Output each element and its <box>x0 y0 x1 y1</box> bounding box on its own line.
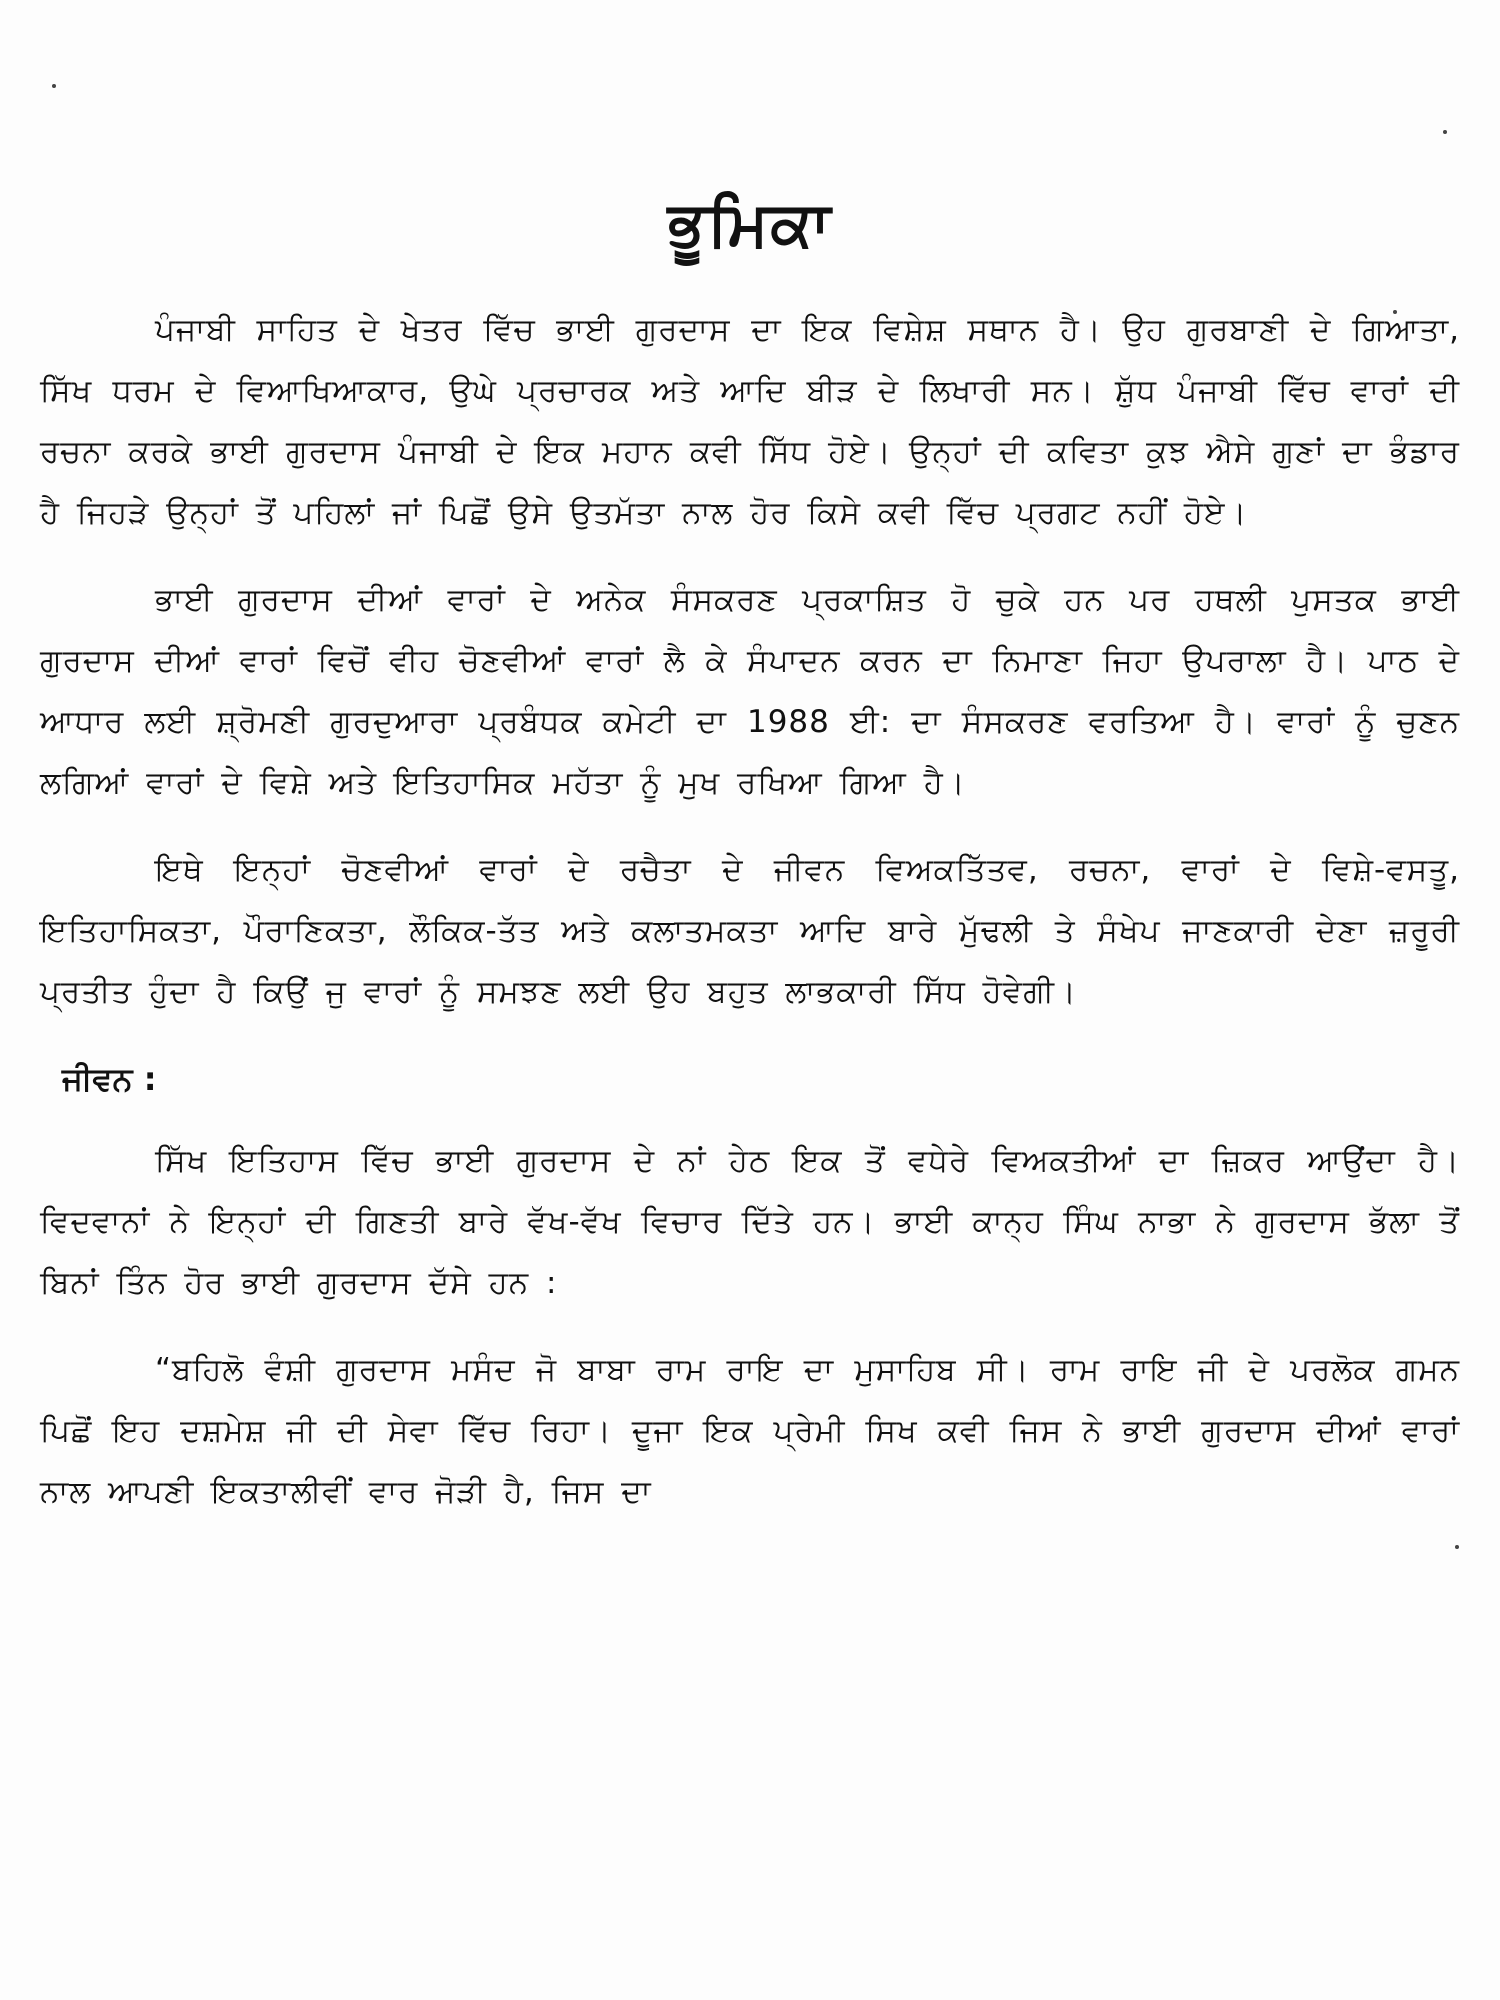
paragraph-intro: ਪੰਜਾਬੀ ਸਾਹਿਤ ਦੇ ਖੇਤਰ ਵਿੱਚ ਭਾਈ ਗੁਰਦਾਸ ਦਾ ਇਕ ਵਿਸ਼ੇਸ਼ ਸਥਾਨ ਹੈ। ਉਹ ਗੁਰਬਾਣੀ ਦੇ ਗਿਆਤਾ, ਸਿੱਖ ਧਰਮ ਦੇ ਵਿਆਖਿਆਕਾਰ, ਉਘੇ ਪ੍ਰਚਾਰਕ ਅਤੇ ਆਦਿ ਬੀੜ ਦੇ ਲਿਖਾਰੀ ਸਨ। ਸ਼ੁੱਧ ਪੰਜਾਬੀ ਵਿੱਚ ਵਾਰਾਂ ਦੀ ਰਚਨਾ ਕਰਕੇ ਭਾਈ ਗੁਰਦਾਸ ਪੰਜਾਬੀ ਦੇ ਇਕ ਮਹਾਨ ਕਵੀ ਸਿੱਧ ਹੋਏ। ਉਨ੍ਹਾਂ ਦੀ ਕਵਿਤਾ ਕੁਝ ਐਸੇ ਗੁਣਾਂ ਦਾ ਭੰਡਾਰ ਹੈ ਜਿਹੜੇ ਉਨ੍ਹਾਂ ਤੋਂ ਪਹਿਲਾਂ ਜਾਂ ਪਿਛੋਂ ਉਸੇ ਉਤਮੱਤਾ ਨਾਲ ਹੋਰ ਕਿਸੇ ਕਵੀ ਵਿੱਚ ਪ੍ਰਗਟ ਨਹੀਂ ਹੋਏ। <box>40 312 1460 531</box>
scan-speck <box>1443 130 1447 134</box>
paragraph-scope: ਇਥੇ ਇਨ੍ਹਾਂ ਚੋਣਵੀਆਂ ਵਾਰਾਂ ਦੇ ਰਚੈਤਾ ਦੇ ਜੀਵਨ ਵਿਅਕਤਿੱਤਵ, ਰਚਨਾ, ਵਾਰਾਂ ਦੇ ਵਿਸ਼ੇ-ਵਸਤੂ, ਇਤਿਹਾਸਿਕਤਾ, ਪੌਰਾਣਿਕਤਾ, ਲੌਕਿਕ-ਤੱਤ ਅਤੇ ਕਲਾਤਮਕਤਾ ਆਦਿ ਬਾਰੇ ਮੁੱਢਲੀ ਤੇ ਸੰਖੇਪ ਜਾਣਕਾਰੀ ਦੇਣਾ ਜ਼ਰੂਰੀ ਪ੍ਰਤੀਤ ਹੁੰਦਾ ਹੈ ਕਿਉਂ ਜੁ ਵਾਰਾਂ ਨੂੰ ਸਮਝਣ ਲਈ ਉਹ ਬਹੁਤ ਲਾਭਕਾਰੀ ਸਿੱਧ ਹੋਵੇਗੀ। <box>40 852 1460 1010</box>
section-heading-jeevan: ਜੀਵਨ : <box>62 1060 157 1098</box>
scan-speck <box>52 84 56 88</box>
body-text <box>40 300 1460 1549</box>
paragraph-edition: ਭਾਈ ਗੁਰਦਾਸ ਦੀਆਂ ਵਾਰਾਂ ਦੇ ਅਨੇਕ ਸੰਸਕਰਣ ਪ੍ਰਕਾਸ਼ਿਤ ਹੋ ਚੁਕੇ ਹਨ ਪਰ ਹਥਲੀ ਪੁਸਤਕ ਭਾਈ ਗੁਰਦਾਸ ਦੀਆਂ ਵਾਰਾਂ ਵਿਚੋਂ ਵੀਹ ਚੋਣਵੀਆਂ ਵਾਰਾਂ ਲੈ ਕੇ ਸੰਪਾਦਨ ਕਰਨ ਦਾ ਨਿਮਾਣਾ ਜਿਹਾ ਉਪਰਾਲਾ ਹੈ। ਪਾਠ ਦੇ ਆਧਾਰ ਲਈ ਸ਼੍ਰੋਮਣੀ ਗੁਰਦੁਆਰਾ ਪ੍ਰਬੰਧਕ ਕਮੇਟੀ ਦਾ 1988 ਈ: ਦਾ ਸੰਸਕਰਣ ਵਰਤਿਆ ਹੈ। ਵਾਰਾਂ ਨੂੰ ਚੁਣਨ ਲਗਿਆਂ ਵਾਰਾਂ ਦੇ ਵਿਸ਼ੇ ਅਤੇ ਇਤਿਹਾਸਿਕ ਮਹੱਤਾ ਨੂੰ ਮੁਖ ਰਖਿਆ ਗਿਆ ਹੈ। <box>40 582 1460 801</box>
page-title: ਭੂਮਿਕਾ <box>667 186 833 260</box>
paragraph-quote: “ਬਹਿਲੋ ਵੰਸ਼ੀ ਗੁਰਦਾਸ ਮਸੰਦ ਜੋ ਬਾਬਾ ਰਾਮ ਰਾਇ ਦਾ ਮੁਸਾਹਿਬ ਸੀ। ਰਾਮ ਰਾਇ ਜੀ ਦੇ ਪਰਲੋਕ ਗਮਨ ਪਿਛੋਂ ਇਹ ਦਸ਼ਮੇਸ਼ ਜੀ ਦੀ ਸੇਵਾ ਵਿੱਚ ਰਿਹਾ। ਦੂਜਾ ਇਕ ਪ੍ਰੇਮੀ ਸਿਖ ਕਵੀ ਜਿਸ ਨੇ ਭਾਈ ਗੁਰਦਾਸ ਦੀਆਂ ਵਾਰਾਂ ਨਾਲ ਆਪਣੀ ਇਕਤਾਲੀਵੀਂ ਵਾਰ ਜੋੜੀ ਹੈ, ਜਿਸ ਦਾ <box>40 1352 1460 1510</box>
paragraph-history: ਸਿੱਖ ਇਤਿਹਾਸ ਵਿੱਚ ਭਾਈ ਗੁਰਦਾਸ ਦੇ ਨਾਂ ਹੇਠ ਇਕ ਤੋਂ ਵਧੇਰੇ ਵਿਅਕਤੀਆਂ ਦਾ ਜ਼ਿਕਰ ਆਉਂਦਾ ਹੈ। ਵਿਦਵਾਨਾਂ ਨੇ ਇਨ੍ਹਾਂ ਦੀ ਗਿਣਤੀ ਬਾਰੇ ਵੱਖ-ਵੱਖ ਵਿਚਾਰ ਦਿੱਤੇ ਹਨ। ਭਾਈ ਕਾਨ੍ਹ ਸਿੰਘ ਨਾਭਾ ਨੇ ਗੁਰਦਾਸ ਭੱਲਾ ਤੋਂ ਬਿਨਾਂ ਤਿੰਨ ਹੋਰ ਭਾਈ ਗੁਰਦਾਸ ਦੱਸੇ ਹਨ : <box>40 1143 1460 1301</box>
